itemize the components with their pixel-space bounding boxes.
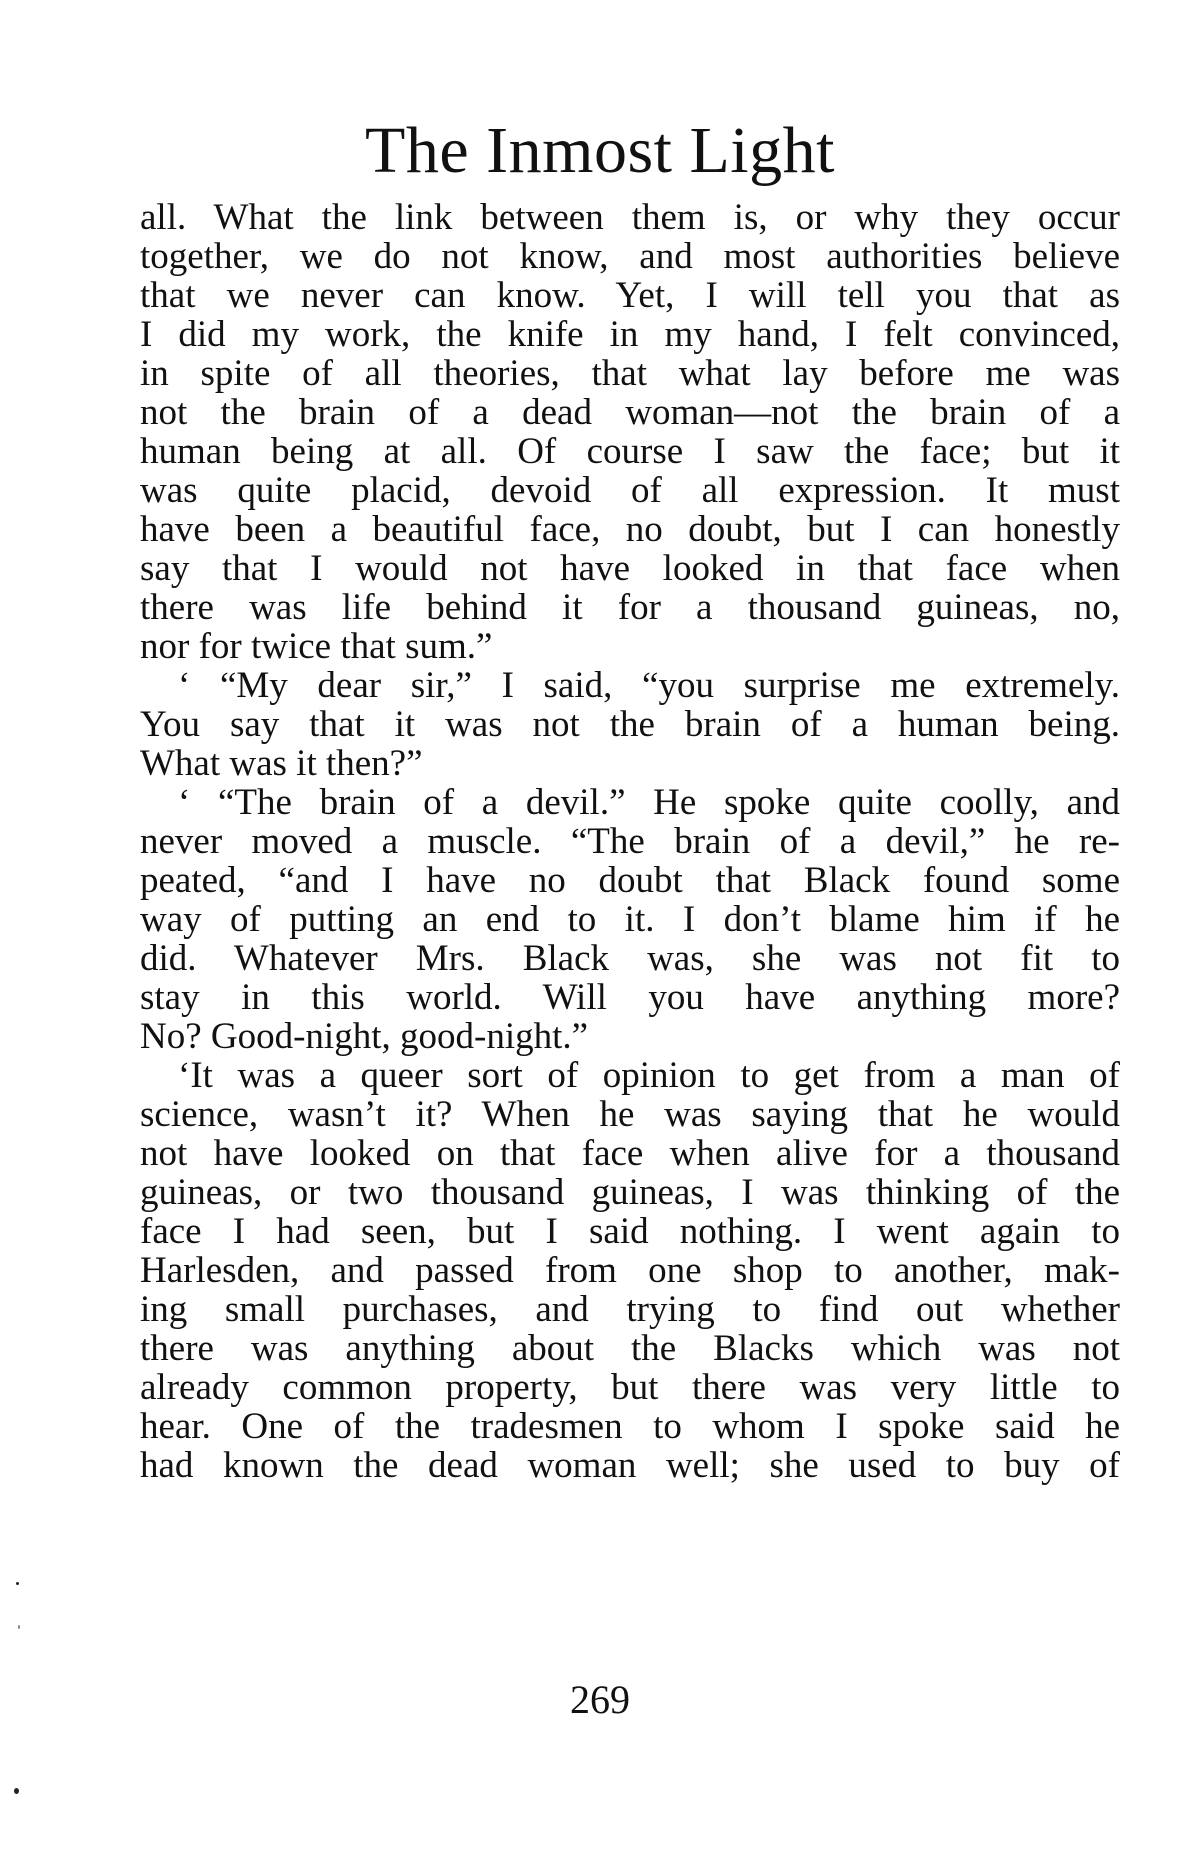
text-line: ‘ “My dear sir,” I said, “you surprise me extremely. [178, 665, 1120, 706]
text-line: there was life behind it for a thousand guineas, no, [140, 587, 1120, 628]
text-line: peated, “and I have no doubt that Black found some [140, 860, 1120, 901]
text-line: never moved a muscle. “The brain of a devil,” he re- [140, 821, 1120, 862]
text-line: not have looked on that face when alive for a thousand [140, 1133, 1120, 1174]
text-line: together, we do not know, and most authorities believe [140, 236, 1120, 277]
text-line: What was it then?” [140, 743, 423, 784]
text-line: was quite placid, devoid of all expression. It must [140, 470, 1120, 511]
text-line: No? Good-night, good-night.” [140, 1016, 589, 1057]
text-line: not the brain of a dead woman—not the brain of a [140, 392, 1120, 433]
page-number: 269 [570, 1677, 630, 1722]
text-line: in spite of all theories, that what lay before me was [140, 353, 1120, 394]
text-line: all. What the link between them is, or why they occur [140, 197, 1120, 238]
text-line: there was anything about the Blacks which was not [140, 1328, 1120, 1369]
scan-speck [16, 1582, 19, 1585]
text-line: way of putting an end to it. I don’t blame him if he [140, 899, 1120, 940]
text-line: stay in this world. Will you have anything more? [140, 977, 1120, 1018]
text-line: already common property, but there was very little to [140, 1367, 1120, 1408]
text-line: ‘ “The brain of a devil.” He spoke quite coolly, and [178, 782, 1120, 823]
text-line: did. Whatever Mrs. Black was, she was not fit to [140, 938, 1120, 979]
text-line: ‘It was a queer sort of opinion to get from a man of [178, 1055, 1120, 1096]
body-text [140, 198, 1120, 1485]
text-line: Harlesden, and passed from one shop to another, mak- [140, 1250, 1120, 1291]
text-line: science, wasn’t it? When he was saying that he would [140, 1094, 1120, 1135]
scan-speck [18, 1625, 20, 1629]
text-line: face I had seen, but I said nothing. I went again to [140, 1211, 1120, 1252]
text-line: that we never can know. Yet, I will tell you that as [140, 275, 1120, 316]
running-head: The Inmost Light [365, 114, 835, 187]
text-line: human being at all. Of course I saw the face; but it [140, 431, 1120, 472]
text-line: I did my work, the knife in my hand, I felt convinced, [140, 314, 1120, 355]
text-line: say that I would not have looked in that face when [140, 548, 1120, 589]
text-line: have been a beautiful face, no doubt, but I can honestly [140, 509, 1120, 550]
text-line: guineas, or two thousand guineas, I was thinking of the [140, 1172, 1120, 1213]
text-line: hear. One of the tradesmen to whom I spoke said he [140, 1406, 1120, 1447]
text-line: had known the dead woman well; she used to buy of [140, 1445, 1120, 1486]
text-line: ing small purchases, and trying to find out whether [140, 1289, 1120, 1330]
scan-speck [14, 1788, 19, 1794]
text-line: You say that it was not the brain of a human being. [140, 704, 1120, 745]
text-line: nor for twice that sum.” [140, 626, 493, 667]
